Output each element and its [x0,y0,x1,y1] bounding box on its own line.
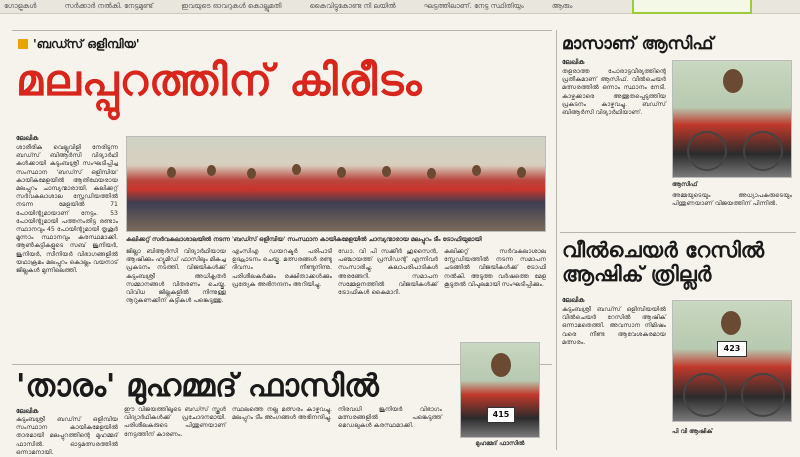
main-col-2: ജില്ലാ ബിആർസി വിദ്യാർഥിയായ ആഷിക്കും ഹ്യുമിഡ് ഫാസിലും മികച്ച പ്രകടനം നടത്തി. വിജയികൾക്ക് കുടുംബശ്രീ അധികൃതർ സമ്മാനങ്ങൾ വിതരണം ചെയ്തു. വിവിധ ജില്ലകളിൽ നിന്നുള്ള നൂറുകണക്കിന് കുട്ടികൾ പങ്കെടുത്തു. [126,248,226,305]
wheel-icon [741,373,785,417]
asif-photo-caption: ആസിഫ് [672,181,698,188]
kicker-square [18,39,28,49]
photo-figure [491,353,511,377]
team-photo-caption: കലിക്കറ്റ് സർവകലാശാലയിൽ നടന്ന 'ബഡ്സ് ഒളിമ്പിയ' സംസ്ഥാന കായികമേളയിൽ ചാമ്പ്യന്മാരായ മലപ്പുറം ടീം ട്രോഫിയുമായി [126,236,482,243]
ashiq-byline: ലേഖിക [562,296,585,304]
photo-figure [517,167,526,178]
fasil-photo [460,342,540,438]
photo-figure [382,166,391,177]
top-strip-text: ഇവയുടെ ഓവറുകൾ കൊല്ലുമതി [181,2,282,10]
ashiq-photo [672,300,792,422]
photo-figure [292,164,301,175]
photo-figure [207,165,216,176]
main-col-5: കലിക്കറ്റ് സർവകലാശാല സ്റ്റേഡിയത്തിൽ നടന്ന സമാപന ചടങ്ങിൽ വിജയികൾക്ക് ട്രോഫി നൽകി. അടുത്ത വർഷത്തെ മേള കൂടുതൽ വിപുലമായി സംഘടിപ്പിക്കും. [444,248,546,288]
fasil-byline: ലേഖിക [16,407,39,415]
main-headline: മലപ്പുറത്തിന് കിരീടം [16,56,423,106]
photo-figure [247,168,256,179]
section-divider [560,232,796,233]
main-col-4: ഡോ. വി പി സക്കീർ ഹുസൈൻ, പഞ്ചായത്ത് പ്രസിഡന്റ് എന്നിവർ സംസാരിച്ചു. കലാപരിപാടികൾ അരങ്ങേറി. സമാപന സമ്മേളനത്തിൽ വിജയികൾക്ക് ട്രോഫികൾ കൈമാറി. [338,248,438,297]
top-strip-text: സർക്കാർ നൽകി. നേട്ടമുണ്ട് [64,2,154,10]
asif-title: മാസാണ് ആസിഫ് [562,34,714,54]
photo-figure [723,69,743,93]
photo-figure [427,168,436,179]
section-divider [12,30,552,31]
main-col-1: ശാരീരിക വെല്ലുവിളി നേരിടുന്ന ബഡ്സ് ബിആർസി വിദ്യാർഥി കൾക്കായി കുടുംബശ്രീ സംഘടിപ്പിച്ച സംസ്ഥാന 'ബഡ്സ് ഒളിമ്പിയ' കായികമേളയിൽ ആതിഥേയരായ മലപ്പുറം ചാമ്പ്യന്മാരായി. കലിക്കറ്റ് സർവകലാശാല സ്റ്റേഡിയത്തിൽ നടന്ന മേളയിൽ 71 പോയിന്റുമായാണ് നേട്ടം. 53 പോയിന്റുമായി പത്തനംതിട്ട രണ്ടാം സ്ഥാനവും 45 പോയിന്റുമായി തൃശൂർ മൂന്നാം സ്ഥാനവും കരസ്ഥമാക്കി. ആൺകുട്ടികളുടെ സബ് ജൂനിയർ, ജൂനിയർ, സീനിയർ വിഭാഗങ്ങളിൽ യഥാക്രമം മലപ്പുറം കൊല്ലം വയനാട് ജില്ലകൾ മുന്നിലെത്തി. [16,144,118,275]
asif-text-1: തളരാത്ത പോരാട്ടവീര്യത്തിന്റെ പ്രതീകമാണ് ആസിഫ്. വീൽചെയർ മത്സരത്തിൽ ഒന്നാം സ്ഥാനം നേടി. കാഴ്ചക്കാരെ അത്ഭുതപ്പെടുത്തിയ പ്രകടനം കാഴ്ചവച്ചു. ബഡ്സ് ബിആർസി വിദ്യാർഥിയാണ്. [562,68,666,117]
photo-figure [472,165,481,176]
photo-figure [167,167,176,178]
main-col-3: എംസിഎ ഡയറക്ടർ പരിപാടി ഉദ്ഘാടനം ചെയ്തു. മത്സരങ്ങൾ രണ്ടു ദിവസം നീണ്ടുനിന്നു. പരിശീലകർക്കും രക്ഷിതാക്കൾക്കും പ്രത്യേക അഭിനന്ദനം അറിയിച്ചു. [232,248,332,288]
asif-text-2: അമ്മയുടെയും അധ്യാപകരുടെയും പിന്തുണയാണ് വിജയത്തിന് പിന്നിൽ. [672,192,792,208]
team-photo [126,136,546,232]
main-byline: ലേഖിക [16,134,39,142]
top-strip-text: ആരും [551,2,573,10]
top-strip-text: ഗോളുകൾ [4,2,37,10]
fasil-col-2: ഈ വിജയത്തിലൂടെ ബഡ്സ് സ്കൂൾ വിദ്യാർഥികൾക്ക് പ്രചോദനമായി. പരിശീലകരുടെ പിന്തുണയാണ് നേട്ടത്തിന് കാരണം. [124,406,226,438]
fasil-col-1: കുടുംബശ്രീ ബഡ്സ് ഒളിമ്പിയ സംസ്ഥാന കായികമേളയിൽ താരമായി മലപ്പുറത്തിന്റെ മുഹമ്മദ് ഫാസിൽ. ഓട്ടമത്സരത്തിൽ ഒന്നാമനായി. [16,416,118,456]
photo-figure [721,311,741,335]
asif-photo [672,60,792,178]
wheel-icon [683,373,727,417]
ashiq-bib: 423 [717,341,747,357]
asif-byline: ലേഖിക [562,58,585,66]
ashiq-text: കുടുംബശ്രീ ബഡ്സ് ഒളിമ്പിയയിൽ വീൽചെയർ റേസിൽ ആഷിക് ഒന്നാമതെത്തി. അവസാന നിമിഷം വരെ നീണ്ട ആവേശകരമായ മത്സരം. [562,306,666,346]
fasil-headline: 'താരം' മുഹമ്മദ് ഫാസിൽ [16,368,379,404]
column-divider [556,30,557,450]
kicker-text: 'ബഡ്സ് ഒളിമ്പിയ' [33,36,140,51]
fasil-col-4: നിരവധി ജൂനിയർ വിഭാഗം മത്സരങ്ങളിൽ പങ്കെടുത്ത് മെഡലുകൾ കരസ്ഥമാക്കി. [338,406,442,430]
ashiq-title: വീൽചെയർ റേസിൽ ആഷിക് ത്രില്ലർ [562,238,765,286]
top-strip-text: ഘട്ടത്തിലാണ്. നേട്ട സ്ഥിതിയും [423,2,524,10]
wheel-icon [743,131,783,171]
photo-figure [337,167,346,178]
top-green-box [632,0,752,14]
top-strip-text: കൈവിട്ടുകോണ്ട നി ലയിൽ [309,2,396,10]
fasil-col-3: സ്ഥലത്തെ നല്ല മത്സരം കാഴ്ചവച്ചു. മലപ്പുറം ടീം അംഗങ്ങൾ അഭിനന്ദിച്ചു. [232,406,332,422]
ashiq-photo-caption: പി വി ആഷിക് [672,428,713,435]
wheel-icon [687,131,727,171]
main-kicker [18,36,140,52]
fasil-bib: 415 [487,407,515,423]
fasil-photo-caption: മുഹമ്മദ് ഫാസിൽ [475,440,525,447]
